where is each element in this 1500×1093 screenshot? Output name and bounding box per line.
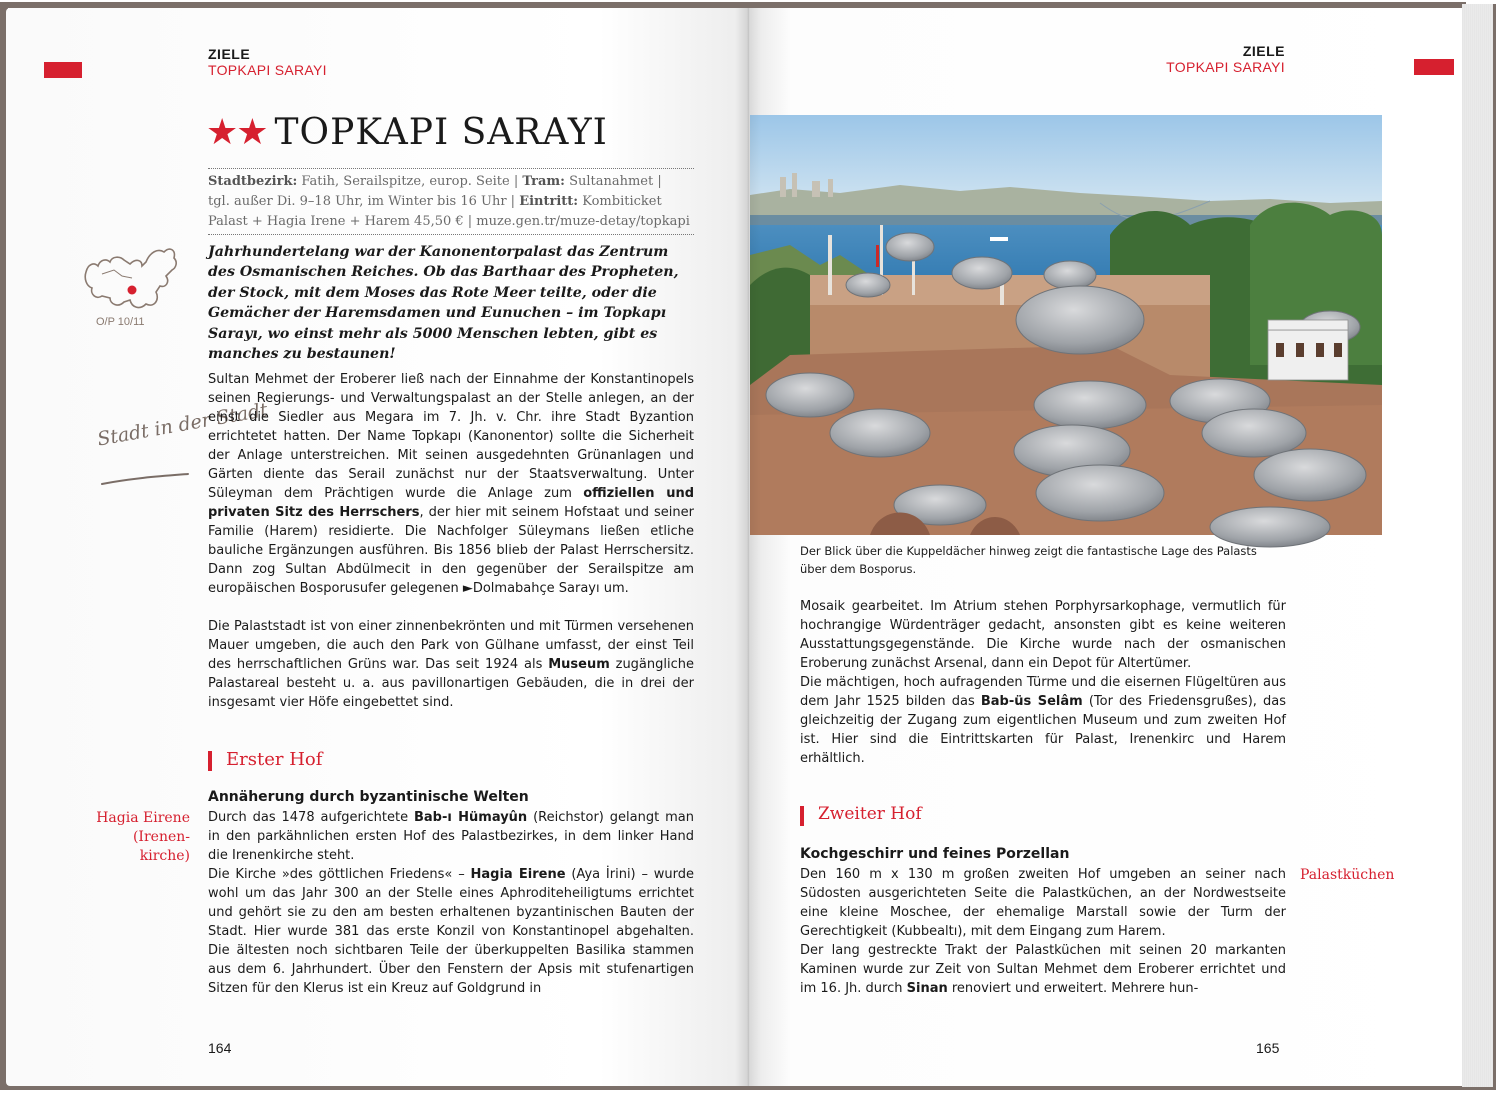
margin-note-palastkuechen: Palastküchen bbox=[1300, 867, 1395, 883]
page-number-left: 164 bbox=[208, 1040, 232, 1056]
info-value-entry: Kombiticket bbox=[578, 194, 662, 209]
page-number-right: 165 bbox=[1256, 1040, 1280, 1056]
title-text: TOPKAPI SARAYI bbox=[274, 112, 608, 153]
para4-text-a: Die Kirche »des göttlichen Friedens« – bbox=[208, 867, 471, 882]
right-page-header bbox=[1140, 43, 1285, 75]
para4-bold: Hagia Eirene bbox=[470, 867, 566, 882]
handwriting-note bbox=[92, 398, 270, 492]
header-section-right: ZIELE bbox=[1242, 43, 1285, 59]
info-box bbox=[208, 168, 694, 235]
rpara2-bold: Bab-üs Selâm bbox=[980, 694, 1083, 709]
info-label-entry: Eintritt: bbox=[519, 194, 579, 209]
margin-note-hagia-eirene: Hagia Eirene (Irenen-kirche) bbox=[96, 810, 190, 864]
right-paragraph-1: Mosaik gearbeitet. Im Atrium stehen Porphyrsarkophage, vermutlich für hochrangige Würdenträger gedacht, ansonsten gibt es keine weiteren Ausstattungsgegenstände. Die Kirche wurde nach der osmanischen Eroberung zunächst Arsenal, dann ein Depot für Altertümer. bbox=[800, 599, 1286, 671]
rpara2-text-b: (Tor des Friedensgrußes), das gleichzeitig der Zugang zum eigentlichen Museum und zum zweiten Hof ist. Hier sind die Eintrittskarten für Palast, Irenenkirc und Harem erhältlich. bbox=[800, 694, 1287, 766]
rpara4-text-a: Der lang gestreckte Trakt der Palastküchen mit seinen 20 markanten Kaminen wurde zur Zeit von Sultan Mehmet dem Eroberer errichtet und im 16. Jh. durch bbox=[800, 943, 1286, 996]
page-stack-edge bbox=[1462, 4, 1496, 1090]
body-paragraph-1 bbox=[208, 370, 694, 598]
subheading-kochgeschirr: Kochgeschirr und feines Porzellan bbox=[800, 846, 1070, 862]
body-paragraph-3 bbox=[208, 808, 694, 865]
info-value-price: Palast + Hagia Irene + Harem 45,50 € | muze.gen.tr/muze-detay/topkapi bbox=[208, 214, 690, 229]
topkapi-domes-photo bbox=[750, 115, 1382, 535]
book-gutter bbox=[735, 8, 761, 1086]
body-paragraph-2 bbox=[208, 617, 694, 712]
page-title bbox=[206, 112, 608, 153]
para3-bold: Bab-ı Hümayûn bbox=[414, 810, 528, 825]
right-paragraph-4 bbox=[800, 941, 1286, 998]
info-label-district: Stadtbezirk: bbox=[208, 174, 298, 189]
photo-caption: Der Blick über die Kuppeldächer hinweg zeigt die fantastische Lage des Palasts über dem Bosporus. bbox=[800, 544, 1257, 576]
map-grid-reference: O/P 10/11 bbox=[96, 316, 145, 328]
info-value-tram: Sultanahmet | bbox=[564, 174, 662, 189]
rating-stars: ★★ bbox=[206, 112, 267, 153]
info-value-hours: tgl. außer Di. 9–18 Uhr, im Winter bis 16 Uhr | bbox=[208, 194, 520, 209]
body-paragraph-4 bbox=[208, 865, 694, 998]
subheading-byzantine: Annäherung durch byzantinische Welten bbox=[208, 789, 529, 805]
right-paragraph-2 bbox=[800, 673, 1286, 768]
section-heading-zweiter-hof: Zweiter Hof bbox=[800, 804, 922, 824]
para3-text-b: (Reichstor) gelangt man in den parkähnlichen ersten Hof des Palastbezirkes, in dem linker Hand die Irenenkirche steht. bbox=[208, 810, 694, 863]
left-red-tab bbox=[44, 62, 82, 78]
locator-map-icon bbox=[80, 238, 182, 316]
rpara4-bold: Sinan bbox=[906, 981, 948, 996]
info-value-district: Fatih, Serailspitze, europ. Seite | bbox=[297, 174, 523, 189]
intro-paragraph: Jahrhundertelang war der Kanonentorpalast das Zentrum des Osmanischen Reiches. Ob das Barthaar des Propheten, der Stock, mit dem Moses das Rote Meer teilte, oder die Gemächer der Haremsdamen und Eunuchen – im Topkapı Sarayı, wo einst mehr als 5000 Menschen lebten, gibt es manches zu bestaunen! bbox=[208, 244, 679, 363]
right-paragraph-3: Den 160 m x 130 m großen zweiten Hof umgeben an seiner nach Südosten ausgerichteten Seite die Palastküchen, an der Nordwestseite eine kleine Moschee, der ehemalige Marstall sowie der Turm der Gerechtigkeit (Kubbealtı), mit dem Eingang zum Harem. bbox=[800, 867, 1286, 939]
rpara4-text-b: renoviert und erweitert. Mehrere hun- bbox=[947, 981, 1199, 996]
para2-text-b: zugängliche Palastareal besteht u. a. aus pavillonartigen Gebäuden, die in drei der insgesamt vier Höfe eingebettet sind. bbox=[208, 657, 695, 710]
para1-text-a: Sultan Mehmet der Eroberer ließ nach der Einnahme der Konstantinopels seinen Regierungs- und Verwaltungspalast an der Stelle anlegen, an der einst die Siedler aus Megara im 7. Jh. v. Chr. ihre Stadt Byzantion errichtetet hatten. Der Name Topkapı (Kanonentor) sollte die Sicherheit der Anlage unterstreichen. Mit seinen ausgedehnten Grünanlagen und Gärten diente das Serail zunächst nur der Staatsverwaltung. Unter Süleyman dem Prächtigen wurde die Anlage zum bbox=[208, 372, 694, 501]
rpara2-text-a: Die mächtigen, hoch aufragenden Türme und die eisernen Flügeltüren aus dem Jahr 1525 bilden das bbox=[800, 675, 1286, 709]
section-heading-erster-hof: Erster Hof bbox=[208, 749, 322, 770]
para2-text-a: Die Palaststadt ist von einer zinnenbekrönten und mit Türmen versehenen Mauer umgeben, die auch den Park von Gülhane umfasst, der einst Teil des herrschaftlichen Grüns war. Das seit 1924 als bbox=[208, 619, 694, 672]
header-section: ZIELE bbox=[208, 46, 251, 62]
para1-text-b: , der hier mit seinem Hofstaat und seiner Familie (Harem) residierte. Die Nachfolger Süleymans ließen etliche bauliche Ergänzungen ausführen. Bis 1856 blieb der Palast Herrschersitz. Dann zog Sultan Abdülmecit in den gegenüber der Serailspitze am europäischen Bosporusufer gelegenen ►Dolmabahçe Sarayı um. bbox=[208, 505, 694, 596]
right-red-tab bbox=[1414, 59, 1454, 75]
para3-text-a: Durch das 1478 aufgerichtete bbox=[208, 810, 414, 825]
info-label-tram: Tram: bbox=[522, 174, 565, 189]
left-page-header bbox=[208, 46, 327, 78]
header-subsection: TOPKAPI SARAYI bbox=[208, 62, 327, 78]
para4-text-b: (Aya İrini) – wurde wohl um das Jahr 300 an der Stelle eines Aphroditeheiligtums errichtet und gehört sie zu den am besten erhaltenen byzantinischen Bauten der Stadt. Hier wurde 381 das erste Konzil von Konstantinopel abgehalten. Die ältesten noch sichtbaren Teile der überkuppelten Basilika stammen aus dem 6. Jahrhundert. Über den Fenstern der Apsis mit stufenartigen Sitzen für den Klerus ist ein Kreuz auf Goldgrund in bbox=[208, 867, 694, 996]
para1-bold: offiziellen und privaten Sitz des Herrschers bbox=[208, 486, 695, 520]
para2-bold: Museum bbox=[548, 657, 610, 672]
header-subsection-right: TOPKAPI SARAYI bbox=[1166, 59, 1285, 75]
handwriting-text: Stadt in der Stadt bbox=[95, 398, 270, 451]
